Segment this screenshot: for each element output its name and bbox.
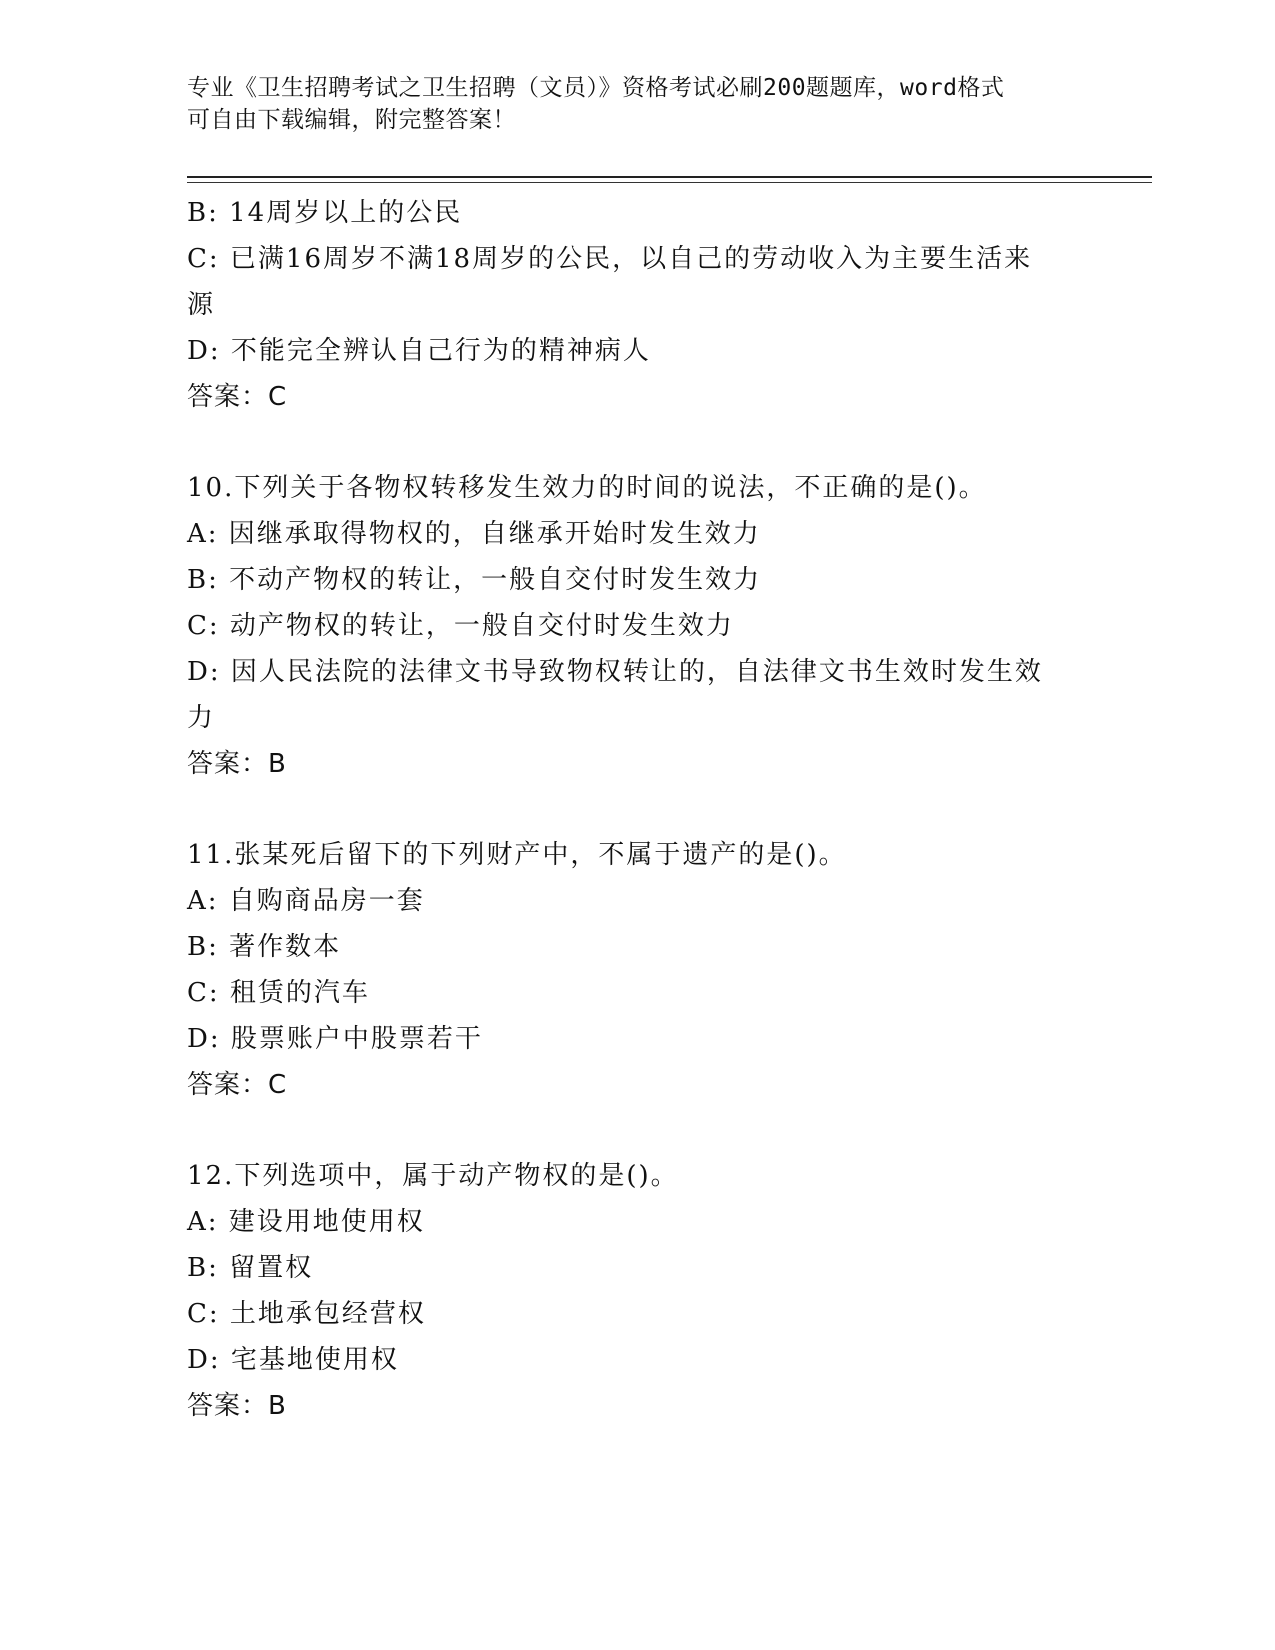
option-c: C: 动产物权的转让，一般自交付时发生效力: [187, 611, 734, 641]
option-d-line-2: 力: [187, 703, 216, 733]
option-d: D: 股票账户中股票若干: [187, 1024, 483, 1054]
option-a: A: 建设用地使用权: [187, 1207, 425, 1237]
question-spacer: [187, 420, 1067, 465]
option-b: B: 著作数本: [187, 932, 342, 962]
option-b: B: 留置权: [187, 1253, 314, 1283]
option-d: D: 宅基地使用权: [187, 1345, 399, 1375]
question-block-continued: [187, 190, 1067, 420]
question-text: 12.下列选项中，属于动产物权的是()。: [187, 1161, 679, 1191]
document-header: [187, 72, 1067, 136]
option-c-line-2: 源: [187, 290, 216, 320]
header-title-line-1: 专业《卫生招聘考试之卫生招聘（文员）》资格考试必刷200题题库，word格式: [187, 75, 1005, 101]
question-list: [187, 190, 1067, 1429]
answer: 答案：B: [187, 749, 287, 779]
question-block-10: [187, 465, 1067, 787]
question-text: 11.张某死后留下的下列财产中，不属于遗产的是()。: [187, 840, 847, 870]
option-c: C: 土地承包经营权: [187, 1299, 426, 1329]
option-a: A: 因继承取得物权的，自继承开始时发生效力: [187, 519, 761, 549]
option-b: B: 14周岁以上的公民: [187, 198, 463, 228]
question-spacer: [187, 787, 1067, 832]
answer: 答案：C: [187, 382, 288, 412]
answer: 答案：B: [187, 1391, 287, 1421]
header-divider-thin: [187, 182, 1152, 183]
question-block-12: [187, 1153, 1067, 1429]
question-spacer: [187, 1108, 1067, 1153]
header-divider-thick: [187, 176, 1152, 178]
option-b: B: 不动产物权的转让，一般自交付时发生效力: [187, 565, 762, 595]
option-c: C: 租赁的汽车: [187, 978, 370, 1008]
question-block-11: [187, 832, 1067, 1108]
answer: 答案：C: [187, 1070, 288, 1100]
option-d: D: 不能完全辨认自己行为的精神病人: [187, 336, 651, 366]
option-d-line-1: D: 因人民法院的法律文书导致物权转让的，自法律文书生效时发生效: [187, 657, 1043, 687]
question-text: 10.下列关于各物权转移发生效力的时间的说法，不正确的是()。: [187, 473, 987, 503]
option-c-line-1: C: 已满16周岁不满18周岁的公民，以自己的劳动收入为主要生活来: [187, 244, 1033, 274]
option-a: A: 自购商品房一套: [187, 886, 425, 916]
header-title-line-2: 可自由下载编辑，附完整答案！: [187, 107, 516, 133]
